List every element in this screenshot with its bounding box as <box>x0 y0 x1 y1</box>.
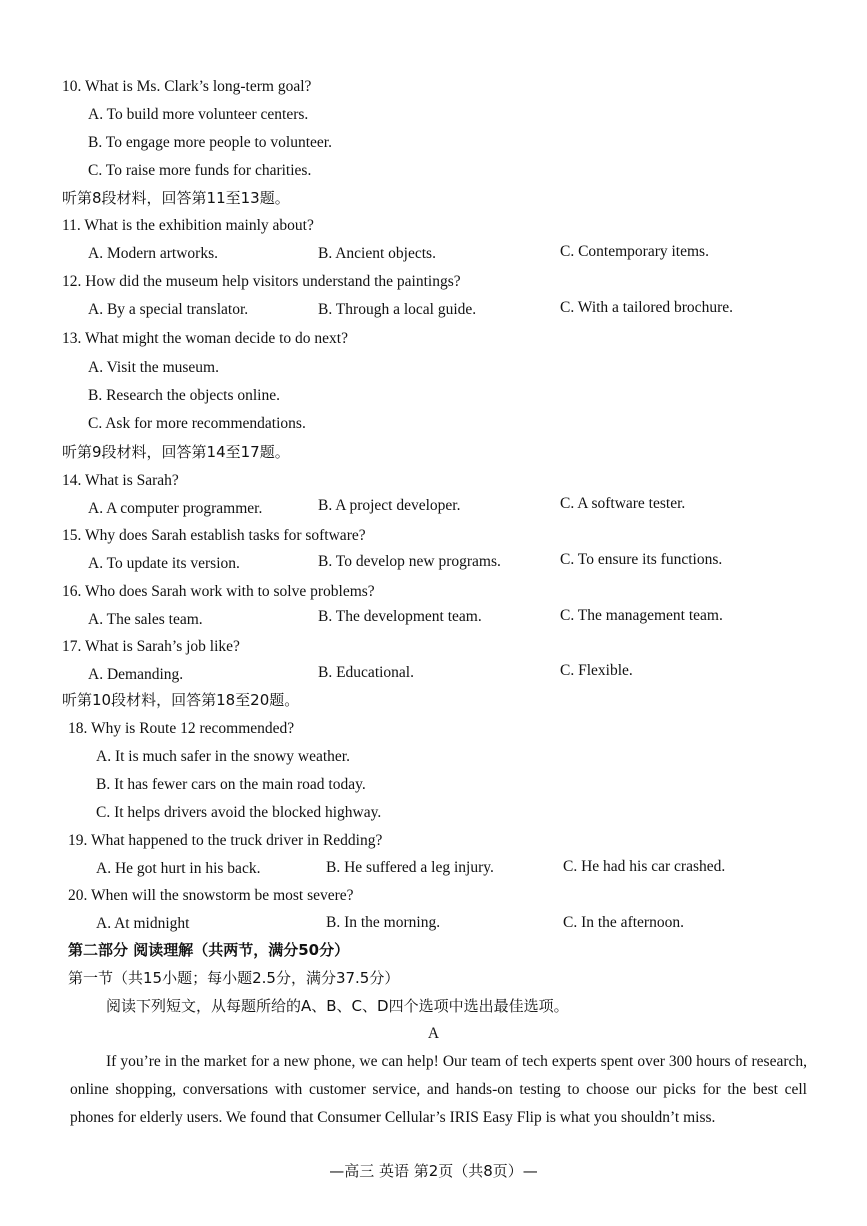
instruction-seg9: 听第9段材料，回答第14至17题。 <box>62 443 290 461</box>
option-20a: A. At midnight <box>96 915 190 932</box>
option-13c: C. Ask for more recommendations. <box>88 415 306 432</box>
question-11: 11. What is the exhibition mainly about? <box>62 217 314 234</box>
question-13: 13. What might the woman decide to do next? <box>62 330 348 347</box>
option-17c: C. Flexible. <box>560 662 633 679</box>
option-20b: B. In the morning. <box>326 914 441 931</box>
instruction-seg8: 听第8段材料，回答第11至13题。 <box>62 189 290 207</box>
option-19c: C. He had his car crashed. <box>563 858 726 875</box>
question-16: 16. Who does Sarah work with to solve problems? <box>62 583 375 600</box>
question-12: 12. How did the museum help visitors understand the paintings? <box>62 273 461 290</box>
option-16b: B. The development team. <box>318 608 482 625</box>
option-15c: C. To ensure its functions. <box>560 551 723 568</box>
page-footer: —高三 英语 第2页（共8页）— <box>329 1162 538 1180</box>
option-13b: B. Research the objects online. <box>88 387 280 404</box>
question-20: 20. When will the snowstorm be most severe? <box>68 887 354 904</box>
section1-title: 第一节（共15小题；每小题2.5分，满分37.5分） <box>68 969 400 987</box>
option-14b: B. A project developer. <box>318 497 461 514</box>
option-14a: A. A computer programmer. <box>88 500 263 517</box>
option-12b: B. Through a local guide. <box>318 301 477 318</box>
option-13a: A. Visit the museum. <box>88 359 219 376</box>
instruction-seg10: 听第10段材料，回答第18至20题。 <box>62 691 300 709</box>
option-17b: B. Educational. <box>318 664 414 681</box>
option-11a: A. Modern artworks. <box>88 245 219 262</box>
option-19b: B. He suffered a leg injury. <box>326 859 494 876</box>
option-20c: C. In the afternoon. <box>563 914 684 931</box>
question-19: 19. What happened to the truck driver in Redding? <box>68 832 383 849</box>
option-15a: A. To update its version. <box>88 555 240 572</box>
question-17: 17. What is Sarah’s job like? <box>62 638 240 655</box>
option-16c: C. The management team. <box>560 607 723 624</box>
option-10b: B. To engage more people to volunteer. <box>88 134 332 151</box>
option-14c: C. A software tester. <box>560 495 686 512</box>
option-11b: B. Ancient objects. <box>318 245 436 262</box>
option-19a: A. He got hurt in his back. <box>96 860 261 877</box>
option-18b: B. It has fewer cars on the main road today. <box>96 776 366 793</box>
option-16a: A. The sales team. <box>88 611 203 628</box>
option-18a: A. It is much safer in the snowy weather. <box>96 748 350 765</box>
question-14: 14. What is Sarah? <box>62 472 179 489</box>
option-18c: C. It helps drivers avoid the blocked highway. <box>96 804 382 821</box>
question-18: 18. Why is Route 12 recommended? <box>68 720 295 737</box>
question-10: 10. What is Ms. Clark’s long-term goal? <box>62 78 312 95</box>
option-11c: C. Contemporary items. <box>560 243 709 260</box>
option-12c: C. With a tailored brochure. <box>560 299 733 316</box>
option-15b: B. To develop new programs. <box>318 553 501 570</box>
option-17a: A. Demanding. <box>88 666 184 683</box>
passage-label: A <box>427 1025 440 1042</box>
option-12a: A. By a special translator. <box>88 301 249 318</box>
reading-directions: 阅读下列短文，从每题所给的A、B、C、D四个选项中选出最佳选项。 <box>106 997 569 1015</box>
passage-a-text: If you’re in the market for a new phone, we can help! Our team of tech experts spent over 300 hours of research, online shopping, conversations with customer service, and hands-on testing to choose our picks for the best cell phones for elderly users. We found that Consumer Cellular’s IRIS Easy Flip is what you shouldn’t miss. <box>70 1053 807 1126</box>
part2-title: 第二部分 阅读理解（共两节，满分50分） <box>68 941 350 959</box>
option-10a: A. To build more volunteer centers. <box>88 106 309 123</box>
question-15: 15. Why does Sarah establish tasks for software? <box>62 527 366 544</box>
option-10c: C. To raise more funds for charities. <box>88 162 312 179</box>
